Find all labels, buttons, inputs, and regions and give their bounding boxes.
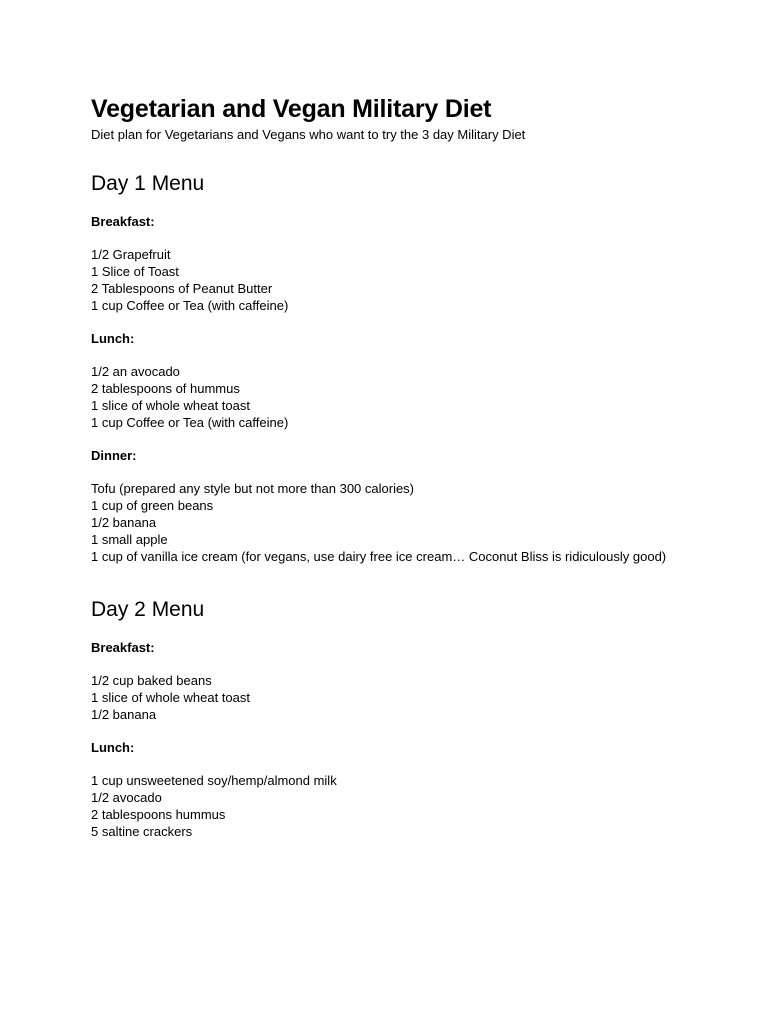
list-item: 1 cup of vanilla ice cream (for vegans, use dairy free ice cream… Coconut Bliss is ridiculously good)	[91, 549, 667, 564]
list-item: 2 tablespoons hummus	[91, 807, 226, 822]
day-2-section	[91, 596, 681, 840]
list-item: 1/2 cup baked beans	[91, 673, 212, 688]
list-item: 1 cup of green beans	[91, 498, 214, 513]
day-1-lunch-list	[91, 363, 681, 431]
day-1-lunch-label: Lunch:	[91, 331, 135, 346]
day-2-breakfast-label: Breakfast:	[91, 640, 155, 655]
day-1-dinner-label: Dinner:	[91, 448, 137, 463]
list-item: 1/2 an avocado	[91, 364, 180, 379]
list-item: 5 saltine crackers	[91, 824, 193, 839]
list-item: 1 cup unsweetened soy/hemp/almond milk	[91, 773, 337, 788]
list-item: 1 cup Coffee or Tea (with caffeine)	[91, 415, 289, 430]
list-item: 1 Slice of Toast	[91, 264, 179, 279]
list-item: 1 slice of whole wheat toast	[91, 690, 250, 705]
day-2-lunch-list	[91, 772, 681, 840]
day-1-breakfast-label: Breakfast:	[91, 214, 155, 229]
day-1-section	[91, 170, 681, 565]
day-1-breakfast-list	[91, 246, 681, 314]
document-subtitle: Diet plan for Vegetarians and Vegans who want to try the 3 day Military Diet	[91, 127, 526, 142]
list-item: 1/2 avocado	[91, 790, 162, 805]
list-item: 1/2 banana	[91, 707, 157, 722]
day-1-heading: Day 1 Menu	[91, 172, 205, 195]
day-2-breakfast-list	[91, 672, 681, 723]
day-2-lunch-label: Lunch:	[91, 740, 135, 755]
list-item: 1/2 banana	[91, 515, 157, 530]
list-item: Tofu (prepared any style but not more than 300 calories)	[91, 481, 415, 496]
list-item: 1 cup Coffee or Tea (with caffeine)	[91, 298, 289, 313]
list-item: 1 small apple	[91, 532, 168, 547]
list-item: 1 slice of whole wheat toast	[91, 398, 250, 413]
day-2-heading: Day 2 Menu	[91, 598, 205, 621]
list-item: 2 Tablespoons of Peanut Butter	[91, 281, 273, 296]
list-item: 2 tablespoons of hummus	[91, 381, 240, 396]
document-title: Vegetarian and Vegan Military Diet	[91, 95, 492, 123]
day-1-dinner-list	[91, 480, 681, 565]
document-page	[91, 92, 681, 840]
list-item: 1/2 Grapefruit	[91, 247, 171, 262]
